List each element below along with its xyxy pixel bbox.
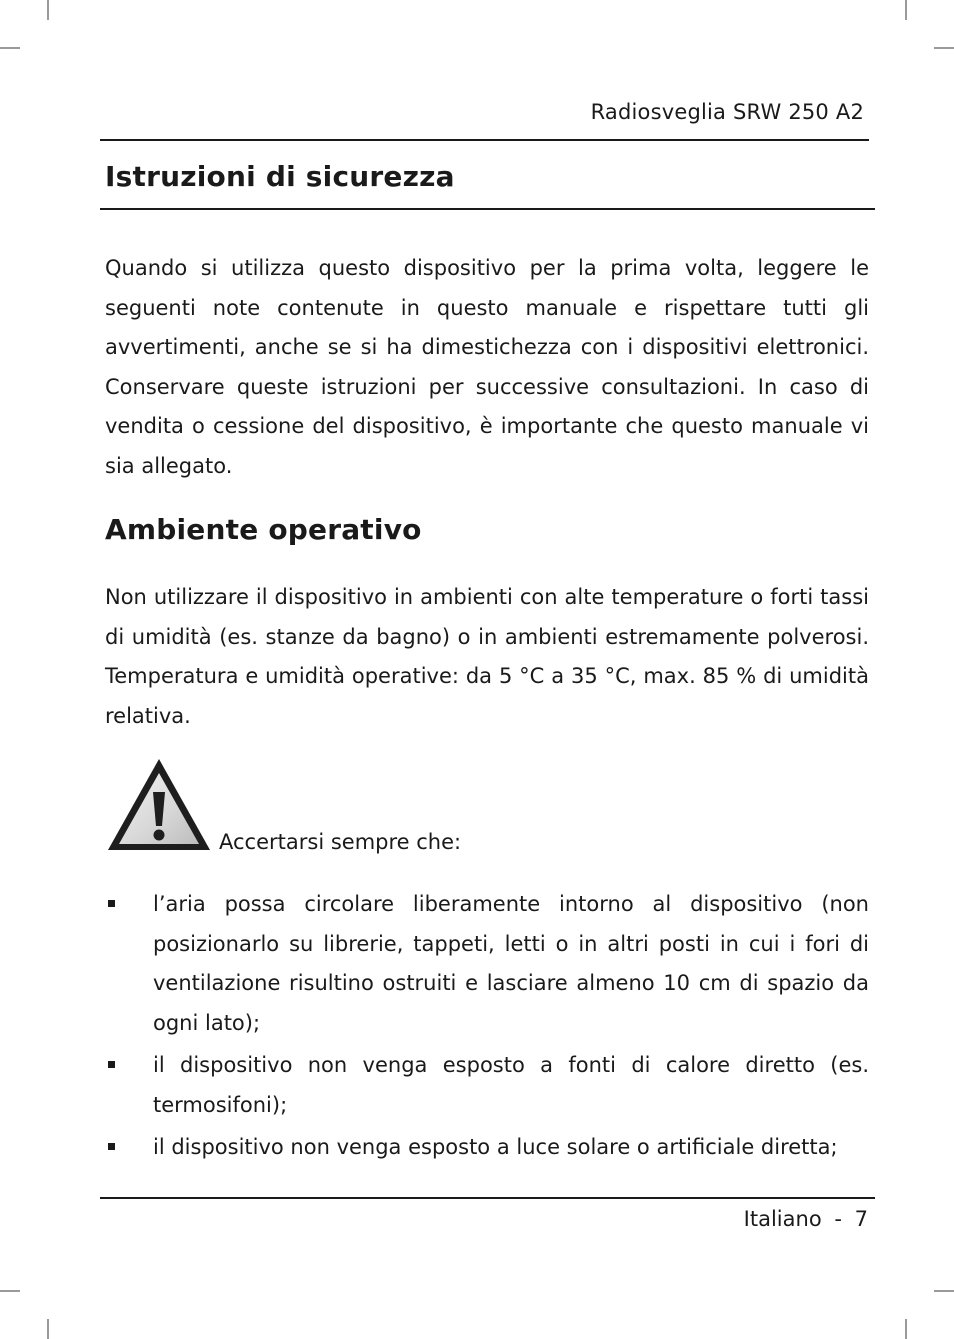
- crop-mark-top-left: [47, 0, 49, 20]
- environment-paragraph: Non utilizzare il dispositivo in ambienti con alte temperature o forti tassi di umidità (es. stanze da bagno) o in ambienti estremamente polverosi. Temperatura e umidità operative: da 5 °C a 35 °C, max. 85 % di umidità relativa.: [105, 585, 869, 728]
- running-header-title: Radiosveglia SRW 250 A2: [590, 100, 864, 124]
- square-bullet-icon: [108, 1061, 115, 1068]
- square-bullet-icon: [108, 1143, 115, 1150]
- section-title-environment: Ambiente operativo: [105, 513, 422, 546]
- footer: [744, 1207, 868, 1231]
- page-number: 7: [854, 1207, 868, 1231]
- footer-separator: -: [834, 1207, 842, 1231]
- list-item-text: l’aria possa circolare liberamente intorno al dispositivo (non posizionarlo su librerie, tappeti, letti o in altri posti in cui i fori di ventilazione risultino ostruiti e lasciare almeno 10 cm di spazio da ogni lato);: [153, 892, 869, 1035]
- precaution-list: [105, 885, 869, 1171]
- section-title-rule: [100, 208, 875, 210]
- crop-mark-bottom-right: [905, 1319, 907, 1339]
- section-title-safety: Istruzioni di sicurezza: [105, 160, 455, 193]
- crop-mark-left-top: [0, 47, 20, 49]
- safety-paragraph: Quando si utilizza questo dispositivo per la prima volta, leggere le seguenti note contenute in questo manuale e rispettare tutti gli avvertimenti, anche se si ha dimestichezza con i dispositivi elettronici. Conservare queste istruzioni per successive consultazioni. In caso di vendita o cessione del dispositivo, è importante che questo manuale vi sia allegato.: [105, 256, 869, 478]
- list-item-text: il dispositivo non venga esposto a luce solare o artificiale diretta;: [153, 1135, 838, 1159]
- crop-mark-right-top: [934, 47, 954, 49]
- list-item-text: il dispositivo non venga esposto a fonti di calore diretto (es. termosifoni);: [153, 1053, 869, 1117]
- crop-mark-right-bottom: [934, 1290, 954, 1292]
- list-item: [105, 1128, 869, 1168]
- crop-mark-top-right: [905, 0, 907, 20]
- crop-mark-left-bottom: [0, 1290, 20, 1292]
- list-item: [105, 1046, 869, 1125]
- warning-text: Accertarsi sempre che:: [219, 830, 462, 854]
- crop-mark-bottom-left: [47, 1319, 49, 1339]
- header-rule: [100, 139, 869, 141]
- footer-language: Italiano: [743, 1207, 822, 1231]
- footer-rule: [100, 1197, 875, 1199]
- square-bullet-icon: [108, 900, 115, 907]
- list-item: [105, 885, 869, 1043]
- warning-triangle-icon: [105, 756, 213, 854]
